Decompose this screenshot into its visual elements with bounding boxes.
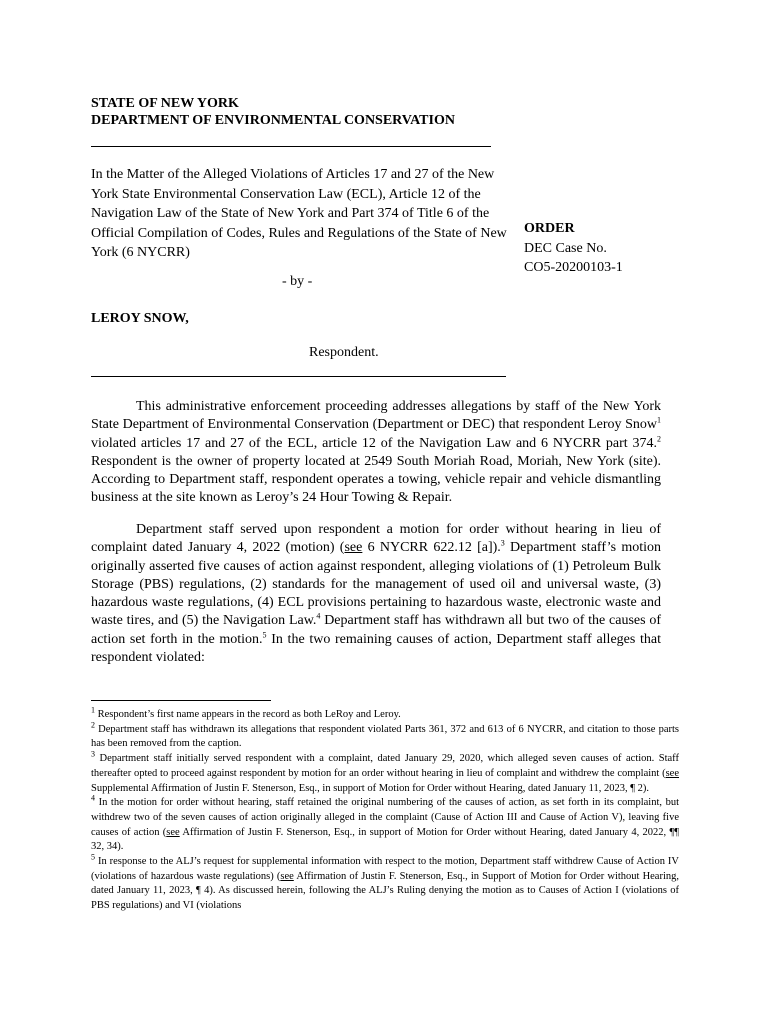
footnote-2: $^2$ Department staff has withdrawn its allegations that respondent violated Parts 361, 372 and 613 of 6 NYCRR, and citation to those parts has been removed from the caption.: [91, 720, 679, 750]
case-label: DEC Case No.: [524, 240, 607, 256]
respondent-label: Respondent.: [309, 345, 379, 360]
case-number: CO5-20200103-1: [524, 260, 623, 275]
footnote-ref-2: 2: [657, 433, 661, 443]
footnote-4: $^4$ In the motion for order without hearing, staff retained the original numbering of the causes of action, as set forth in its complaint, but withdrew two of the seven causes of action originally alleged in the complaint (Cause of Action III and Cause of Action V), leaving five causes of action (see Affirmation of Justin F. Stenerson, Esq., in support of Motion for Order without Hearing, dated January 4, 2022, ¶¶ 32, 34).: [91, 793, 679, 853]
footnote-ref-1: 1: [657, 415, 661, 425]
footnote-3: $^3$ Department staff initially served respondent with a complaint, dated January 29, 2020, which alleged seven causes of action. Staff thereafter opted to proceed against respondent by motion for an order without hearing in lieu of complaint and withdrew the complaint (see Supplemental Affirmation of Justin F. Stenerson, Esq., in support of Motion for Order without Hearing, dated January 11, 2023, ¶ 2).: [91, 749, 679, 794]
document-header: [91, 95, 455, 129]
footnote-separator: [91, 700, 271, 701]
caption-top-rule: [91, 146, 491, 147]
order-title: ORDER: [524, 221, 575, 236]
body-paragraph-1: This administrative enforcement proceeding addresses allegations by staff of the New York State Department of Environmental Conservation (Department or DEC) that respondent Leroy Snow$^1$ violated articles 17 and 27 of the ECL, article 12 of the Navigation Law and 6 NYCRR part 374.$^2$ Respondent is the owner of property located at 2549 South Moriah Road, Moriah, New York (site). According to Department staff, respondent operates a towing, vehicle repair and vehicle dismantling business at the site known as Leroy’s 24 Hour Towing & Repair.: [91, 399, 661, 506]
order-block: [524, 219, 623, 278]
footnote-5: $^5$ In response to the ALJ’s request for supplemental information with respect to the motion, Department staff withdrew Cause of Action IV (violations of hazardous waste regulations) (see Affirmation of Justin F. Stenerson, Esq., in Support of Motion for Order without Hearing, dated January 11, 2023, ¶ 4). As discussed herein, following the ALJ’s Ruling denying the motion as to Causes of Action I (violations of PBS regulations) and VI (violations: [91, 852, 680, 912]
respondent-name: LEROY SNOW,: [91, 311, 189, 326]
footnote-1: $^1$ Respondent’s first name appears in the record as both LeRoy and Leroy.: [91, 705, 401, 720]
caption-bottom-rule: [91, 376, 506, 377]
state-heading: STATE OF NEW YORK: [91, 96, 239, 111]
matter-caption: In the Matter of the Alleged Violations of Articles 17 and 27 of the New York State Environmental Conservation Law (ECL), Article 12 of the Navigation Law of the State of New York and Part 374 of Title 6 of the Official Compilation of Codes, Rules and Regulations of the State of New York (6 NYCRR): [91, 167, 507, 260]
by-line: - by -: [282, 274, 313, 289]
footnote-ref-3: 3: [500, 538, 505, 548]
footnote-ref-5: 5: [262, 630, 267, 640]
footnotes-section: [91, 705, 680, 914]
footnote-ref-4: 4: [316, 611, 321, 621]
department-heading: DEPARTMENT OF ENVIRONMENTAL CONSERVATION: [91, 113, 455, 128]
body-paragraph-2: Department staff served upon respondent a motion for order without hearing in lieu of complaint dated January 4, 2022 (motion) (see 6 NYCRR 622.12 [a]).$^3$ Department staff’s motion originally asserted five causes of action against respondent, alleging violations of (1) Petroleum Bulk Storage (PBS) regulations, (2) standards for the management of used oil and universal waste, (3) hazardous waste regulations, (4) ECL provisions pertaining to hazardous waste, electronic waste and waste tires, and (5) the Navigation Law.$^4$ Department staff has withdrawn all but two of the causes of action set forth in the motion.$^5$ In the two remaining causes of action, Department staff alleges that respondent violated:: [91, 522, 661, 666]
